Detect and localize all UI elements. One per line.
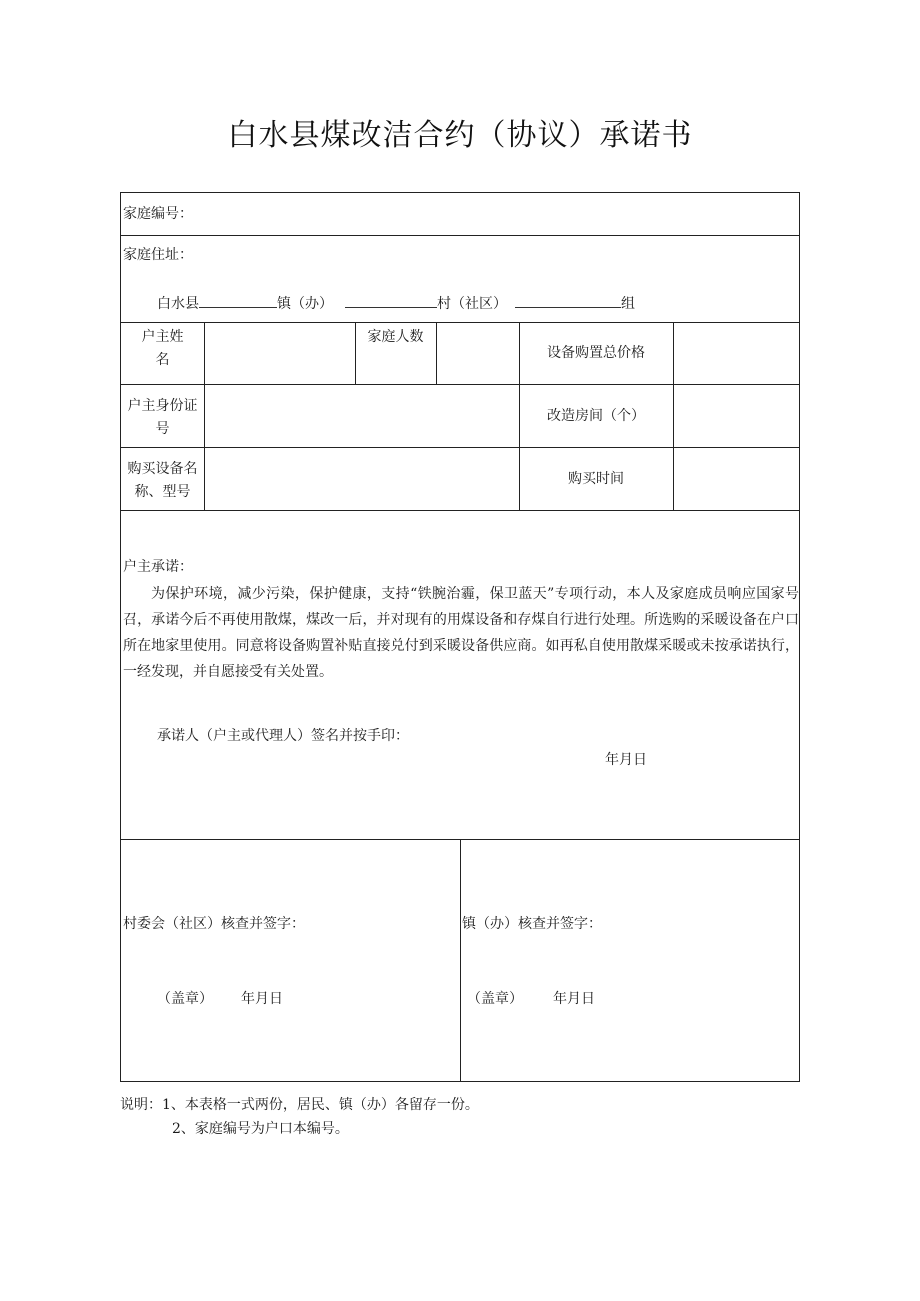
signer-label: 承诺人（户主或代理人）签名并按手印： [157,728,409,744]
col-divider [673,322,674,510]
town-check-label: 镇（办）核查并签字： [462,916,602,932]
group-blank[interactable] [515,293,621,308]
row-divider [121,235,799,236]
address-county: 白水县 [157,296,199,312]
family-size-field[interactable] [439,327,517,381]
pledge-heading: 户主承诺： [123,559,193,575]
address-line [157,293,635,314]
purchase-time-field[interactable] [676,452,798,506]
total-price-label: 设备购置总价格 [547,345,645,361]
town-blank[interactable] [199,293,277,308]
pledge-form [120,192,800,1082]
col-divider [460,839,461,1082]
signature-area[interactable] [401,719,781,749]
row-divider [121,510,799,511]
household-no-label: 家庭编号： [123,206,193,222]
household-no-field[interactable] [211,204,791,224]
purchase-time-label: 购买时间 [568,471,624,487]
id-number-field[interactable] [207,389,517,443]
address-group: 组 [621,296,635,312]
row-divider [121,384,799,385]
note-1: 说明：1、本表格一式两份，居民、镇（办）各留存一份。 [120,1097,479,1113]
town-seal: （盖章） [467,991,523,1007]
notes [120,1093,479,1141]
row-divider [121,322,799,323]
total-price-field[interactable] [676,327,798,381]
rooms-label: 改造房间（个） [547,408,645,424]
village-blank[interactable] [345,293,437,308]
town-date: 年月日 [553,991,595,1007]
device-field[interactable] [207,452,517,506]
householder-name-field[interactable] [207,327,353,381]
address-label: 家庭住址： [123,247,193,263]
address-town: 镇（办） [277,296,333,312]
householder-name-label: 户主姓 名 [141,329,184,368]
rooms-field[interactable] [676,389,798,443]
village-seal: （盖章） [157,991,213,1007]
village-check-label: 村委会（社区）核查并签字： [123,916,305,932]
page-title: 白水县煤改洁合约（协议）承诺书 [227,118,693,153]
col-divider [204,322,205,510]
id-number-label: 户主身份证 号 [127,398,198,437]
note-2: 2、家庭编号为户口本编号。 [172,1121,349,1137]
pledge-text: 为保护环境，减少污染，保护健康，支持“铁腕治霾，保卫蓝天”专项行动，本人及家庭成员响应国家号召，承诺今后不再使用散煤，煤改一后，并对现有的用煤设备和存煤自行进行处理。所选购的采暖设备在户口所在地家里使用。同意将设备购置补贴直接兑付到采暖设备供应商。如再私自使用散煤采暖或未按承诺执行，一经发现，并自愿接受有关处置。 [123,586,799,680]
address-village: 村（社区） [437,296,507,312]
device-label: 购买设备名 称、型号 [127,461,198,500]
row-divider [121,447,799,448]
col-divider [436,322,437,384]
village-date: 年月日 [241,991,283,1007]
family-size-label: 家庭人数 [367,329,424,345]
pledge-date: 年月日 [605,752,647,768]
